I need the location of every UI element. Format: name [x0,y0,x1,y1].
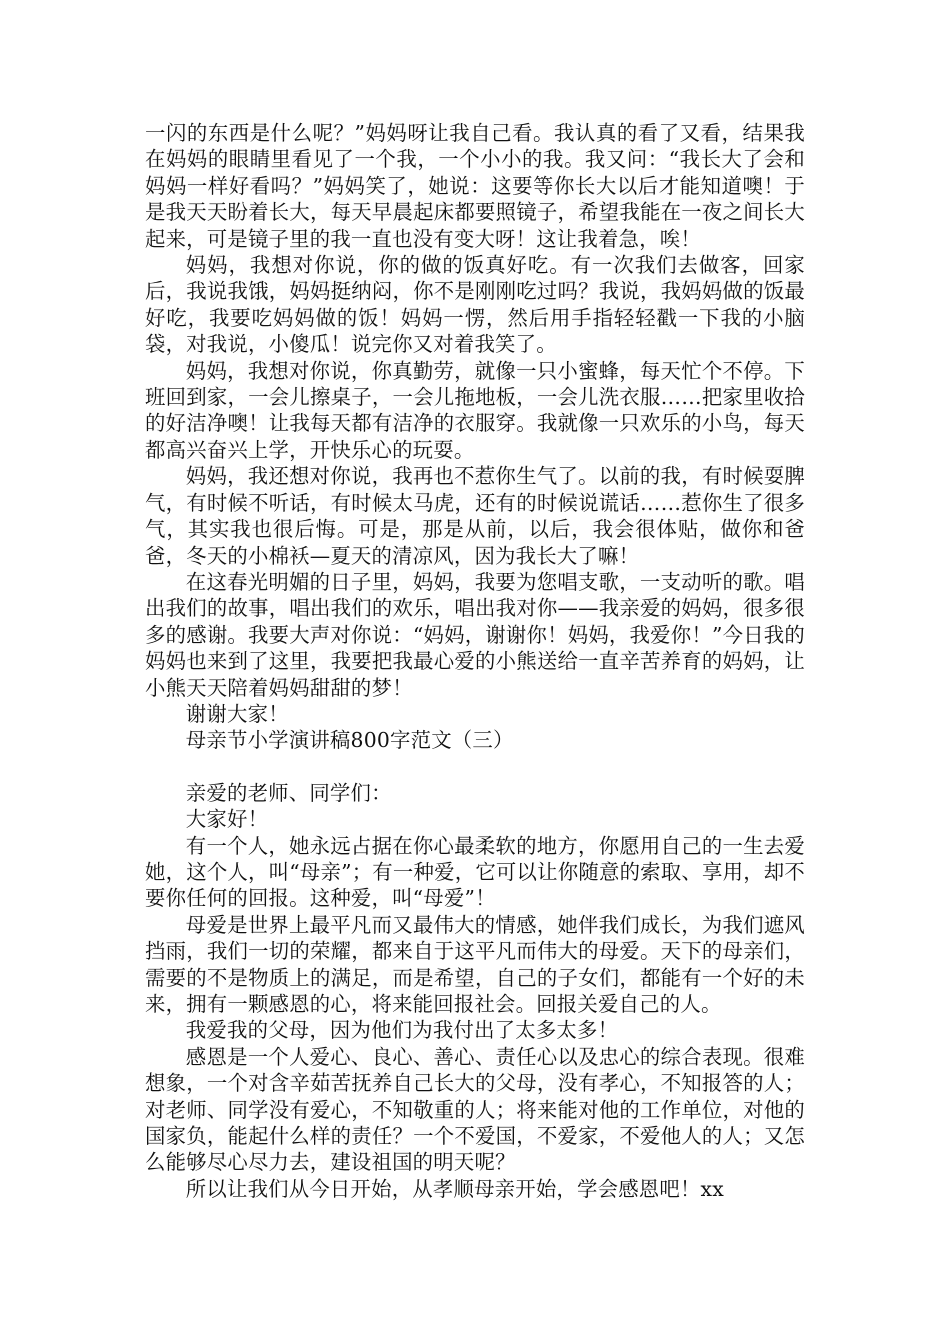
paragraph-continued: 一闪的东西是什么呢？”妈妈呀让我自己看。我认真的看了又看，结果我在妈妈的眼睛里看见了一个我，一个小小的我。我又问：“我长大了会和妈妈一样好看吗？”妈妈笑了，她说：这要等你长大以后才能知道噢！于是我天天盼着长大，每天早晨起床都要照镜子，希望我能在一夜之间长大起来，可是镜子里的我一直也没有变大呀！这让我着急，唉！ [145,121,805,251]
paragraph-closing: 所以让我们从今日开始，从孝顺母亲开始，学会感恩吧！xx [185,1176,724,1201]
paragraph-greatest-emotion: 母爱是世界上最平凡而又最伟大的情感，她伴我们成长，为我们遮风挡雨，我们一切的荣耀，都来自于这平凡而伟大的母爱。天下的母亲们，需要的不是物质上的满足，而是希望，自己的子女们，都能有一个好的未来，拥有一颗感恩的心，将来能回报社会。回报关爱自己的人。 [145,912,805,1016]
blank-line [145,754,805,780]
paragraph-gratitude: 感恩是一个人爱心、良心、善心、责任心以及忠心的综合表现。很难想象，一个对含辛茹苦抚养自己长大的父母，没有孝心，不知报答的人；对老师、同学没有爱心，不知敬重的人；将来能对他的工作单位，对他的国家负，能起什么样的责任？一个不爱国，不爱家，不爱他人的人；又怎么能够尽心尽力去，建设祖国的明天呢？ [145,1044,805,1175]
thanks-line: 谢谢大家！ [185,701,289,726]
salutation: 亲爱的老师、同学们： [185,780,392,805]
paragraph-promise: 妈妈，我还想对你说，我再也不惹你生气了。以前的我，有时候耍脾气，有时候不听话，有时候太马虎，还有的时候说谎话……惹你生了很多气，其实我也很后悔。可是，那是从前，以后，我会很体贴，做你和爸爸，冬天的小棉袄—夏天的清凉风，因为我长大了嘛！ [145,464,805,568]
paragraph-song: 在这春光明媚的日子里，妈妈，我要为您唱支歌，一支动听的歌。唱出我们的故事，唱出我们的欢乐，唱出我对你——我亲爱的妈妈，很多很多的感谢。我要大声对你说：“妈妈，谢谢你！妈妈，我爱你！”今日我的妈妈也来到了这里，我要把我最心爱的小熊送给一直辛苦养育的妈妈，让小熊天天陪着妈妈甜甜的梦！ [145,569,805,700]
paragraph-love-parents: 我爱我的父母，因为他们为我付出了太多太多！ [185,1018,619,1043]
paragraph-hardworking: 妈妈，我想对你说，你真勤劳，就像一只小蜜蜂，每天忙个不停。下班回到家，一会儿擦桌子，一会儿拖地板，一会儿洗衣服……把家里收拾的好洁净噢！让我每天都有洁净的衣服穿。我就像一只欢乐的小鸟，每天都高兴奋兴上学，开快乐心的玩耍。 [145,358,805,462]
document-page [145,120,805,1202]
paragraph-mother-love: 有一个人，她永远占据在你心最柔软的地方，你愿用自己的一生去爱她，这个人，叫“母亲”；有一种爱，它可以让你随意的索取、享用，却不要你任何的回报。这种爱，叫“母爱”！ [145,833,805,911]
greeting: 大家好！ [185,807,269,832]
paragraph-delicious-food: 妈妈，我想对你说，你的做的饭真好吃。有一次我们去做客，回家后，我说我饿，妈妈挺纳闷，你不是刚刚吃过吗？我说，我妈妈做的饭最好吃，我要吃妈妈做的饭！妈妈一愣，然后用手指轻轻戳一下我的小脑袋，对我说，小傻瓜！说完你又对着我笑了。 [145,253,805,357]
section-title: 母亲节小学演讲稿800字范文（三） [185,728,514,753]
